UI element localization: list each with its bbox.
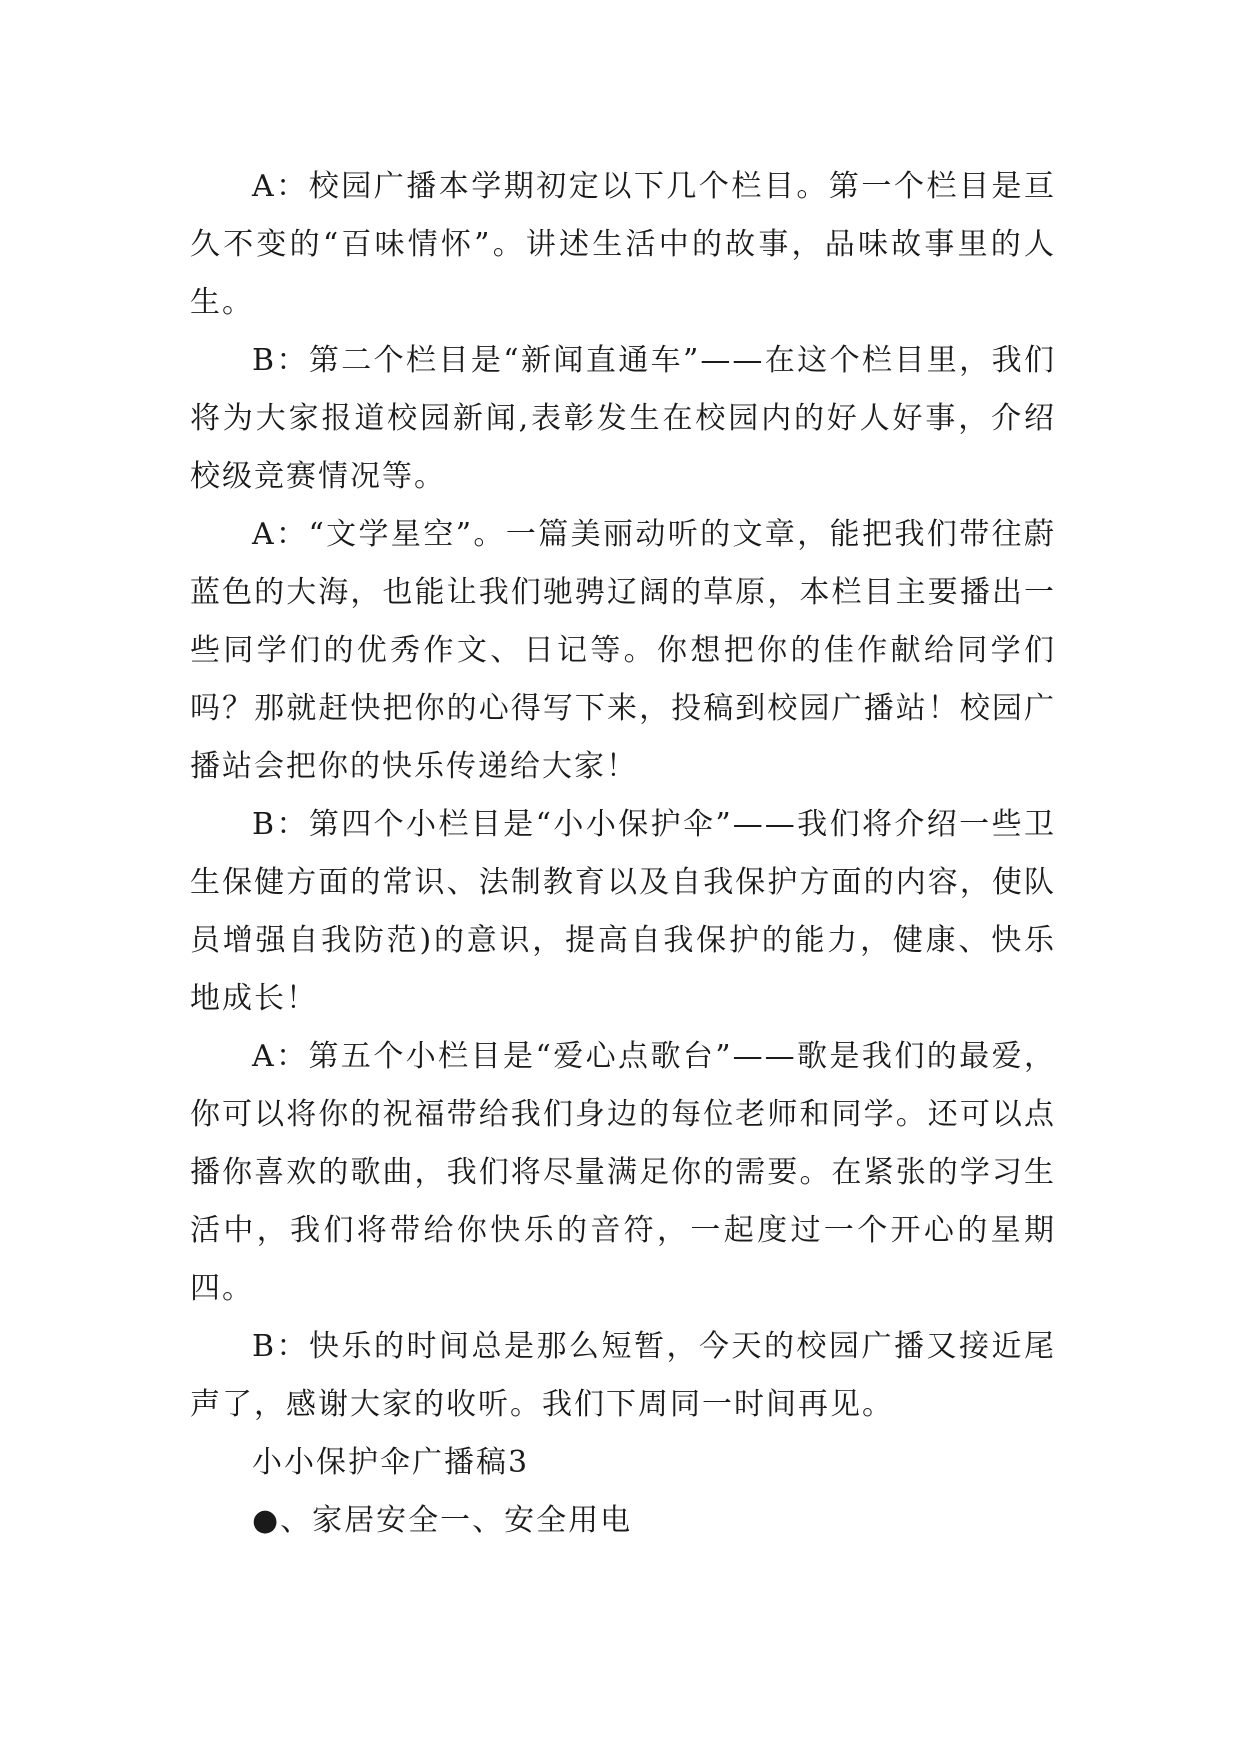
paragraph-2: B：第二个栏目是“新闻直通车”——在这个栏目里，我们将为大家报道校园新闻,表彰发生在校园内的好人好事，介绍校级竞赛情况等。 — [190, 343, 1056, 494]
paragraph-1: A：校园广播本学期初定以下几个栏目。第一个栏目是亘久不变的“百味情怀”。讲述生活中的故事，品味故事里的人生。 — [190, 169, 1056, 320]
section-item: ●、家居安全一、安全用电 — [252, 1503, 633, 1538]
paragraph-3: A：“文学星空”。一篇美丽动听的文章，能把我们带往蔚蓝色的大海，也能让我们驰骋辽阔的草原，本栏目主要播出一些同学们的优秀作文、日记等。你想把你的佳作献给同学们吗？那就赶快把你的心得写下来，投稿到校园广播站！校园广播站会把你的快乐传递给大家！ — [190, 517, 1056, 784]
document-body — [190, 158, 1056, 1550]
section-title: 小小保护伞广播稿3 — [252, 1445, 530, 1480]
paragraph-6: B：快乐的时间总是那么短暂，今天的校园广播又接近尾声了，感谢大家的收听。我们下周同一时间再见。 — [190, 1329, 1056, 1422]
paragraph-4: B：第四个小栏目是“小小保护伞”——我们将介绍一些卫生保健方面的常识、法制教育以及自我保护方面的内容，使队员增强自我防范)的意识，提高自我保护的能力，健康、快乐地成长！ — [190, 807, 1056, 1016]
paragraph-5: A：第五个小栏目是“爱心点歌台”——歌是我们的最爱，你可以将你的祝福带给我们身边的每位老师和同学。还可以点播你喜欢的歌曲，我们将尽量满足你的需要。在紧张的学习生活中，我们将带给你快乐的音符，一起度过一个开心的星期四。 — [190, 1039, 1056, 1306]
